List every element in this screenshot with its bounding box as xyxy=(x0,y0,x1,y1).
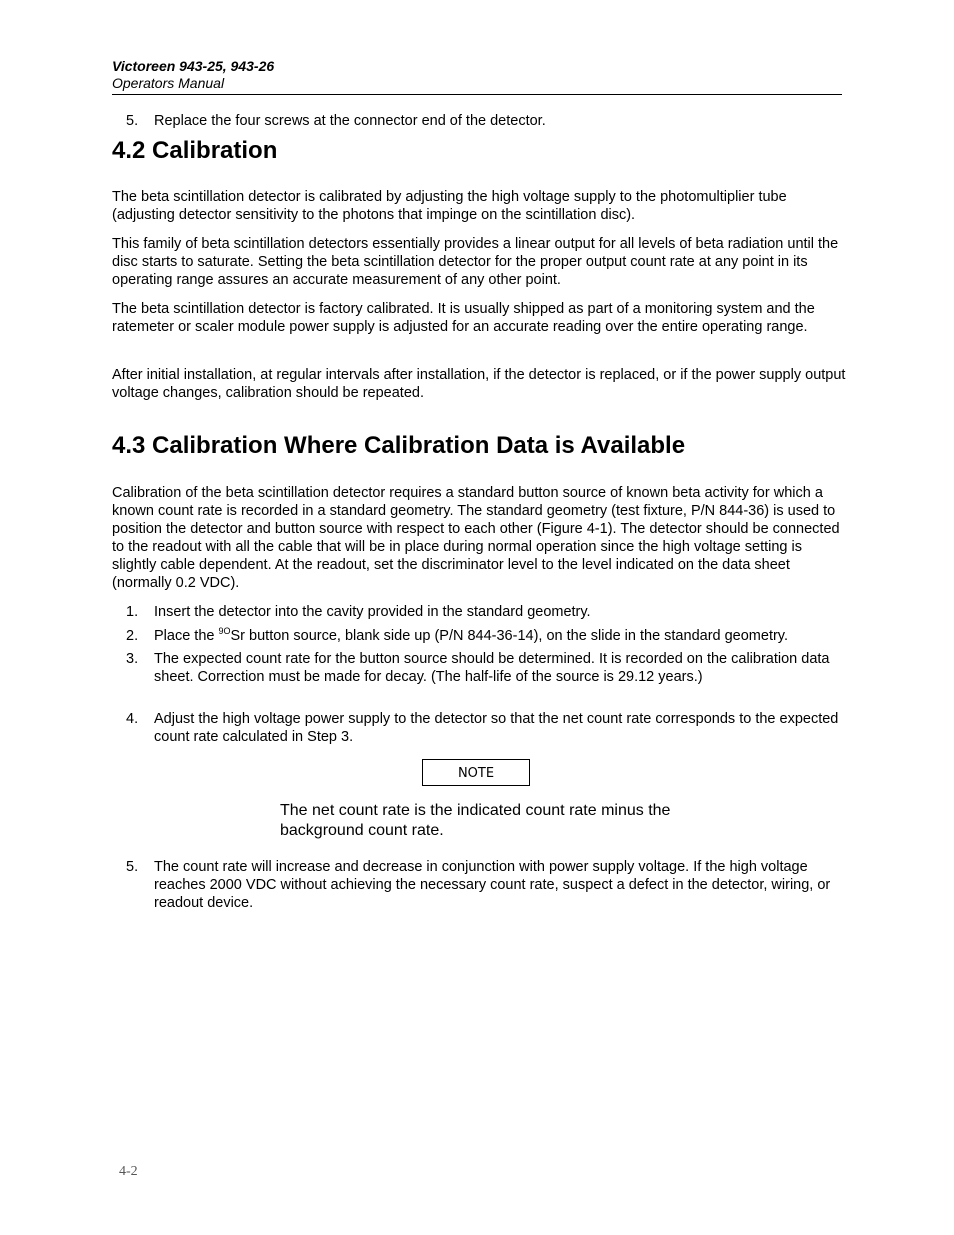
step-text-post: Sr button source, blank side up (P/N 844-36-14), on the slide in the standard geometry. xyxy=(230,628,789,644)
list-number: 5. xyxy=(126,859,139,875)
list-number: 1. xyxy=(126,604,139,620)
page-number: 4-2 xyxy=(119,1164,138,1179)
list-text: Replace the four screws at the connector end of the detector. xyxy=(154,113,546,129)
list-item xyxy=(126,112,846,130)
list-number: 2. xyxy=(126,628,139,644)
list-number: 3. xyxy=(126,651,139,667)
section-heading-4-3: 4.3 Calibration Where Calibration Data is Available xyxy=(112,432,686,459)
running-header xyxy=(112,57,842,95)
list-item xyxy=(126,627,846,645)
list-text: The count rate will increase and decrease in conjunction with power supply voltage. If the high voltage reaches 2000 VDC without achieving the necessary count rate, suspect a defect in the detector, wiring, or readout device. xyxy=(154,859,831,911)
list-text xyxy=(154,627,846,645)
paragraph: Calibration of the beta scintillation detector requires a standard button source of known beta activity for which a known count rate is recorded in a standard geometry. The standard geometry (test fixture, P/N 844-36) is used to position the detector and button source with respect to each other (Figure 4-1). The detector should be connected to the readout with all the cable that will be in place during normal operation since the high voltage setting is slightly cable dependent. At the readout, set the discriminator level to the level indicated on the data sheet (normally 0.2 VDC). xyxy=(112,485,840,591)
list-item xyxy=(126,603,846,621)
paragraph: The beta scintillation detector is calibrated by adjusting the high voltage supply to the photomultiplier tube (adjusting detector sensitivity to the photons that impinge on the scintillation disc). xyxy=(112,189,787,223)
section-heading-4-2: 4.2 Calibration xyxy=(112,137,278,164)
list-item xyxy=(126,858,846,912)
note-text: The net count rate is the indicated count rate minus the background count rate. xyxy=(280,802,671,839)
list-text: Adjust the high voltage power supply to the detector so that the net count rate corresponds to the expected count rate calculated in Step 3. xyxy=(154,711,839,745)
step-text-pre: Place the xyxy=(154,628,219,644)
list-number: 5. xyxy=(126,113,139,129)
header-title: Victoreen 943-25, 943-26 xyxy=(112,58,275,74)
header-subtitle: Operators Manual xyxy=(112,75,225,91)
paragraph: After initial installation, at regular intervals after installation, if the detector is replaced, or if the power supply output voltage changes, calibration should be repeated. xyxy=(112,367,846,401)
isotope-superscript: 9O xyxy=(218,626,231,636)
note-label-box: NOTE xyxy=(422,759,530,786)
list-text: The expected count rate for the button source should be determined. It is recorded on the calibration data sheet. Correction must be made for decay. (The half-life of the source is 29.12 years.) xyxy=(154,651,830,685)
list-number: 4. xyxy=(126,711,139,727)
paragraph: This family of beta scintillation detectors essentially provides a linear output for all levels of beta radiation until the disc starts to saturate. Setting the beta scintillation detector for the proper output count rate at any point in its operating range assures an accurate measurement of any other point. xyxy=(112,236,839,288)
list-text: Insert the detector into the cavity provided in the standard geometry. xyxy=(154,604,591,620)
paragraph: The beta scintillation detector is factory calibrated. It is usually shipped as part of a monitoring system and the ratemeter or scaler module power supply is adjusted for an accurate reading over the entire operating range. xyxy=(112,301,815,335)
list-item xyxy=(126,650,846,686)
list-item xyxy=(126,710,846,746)
